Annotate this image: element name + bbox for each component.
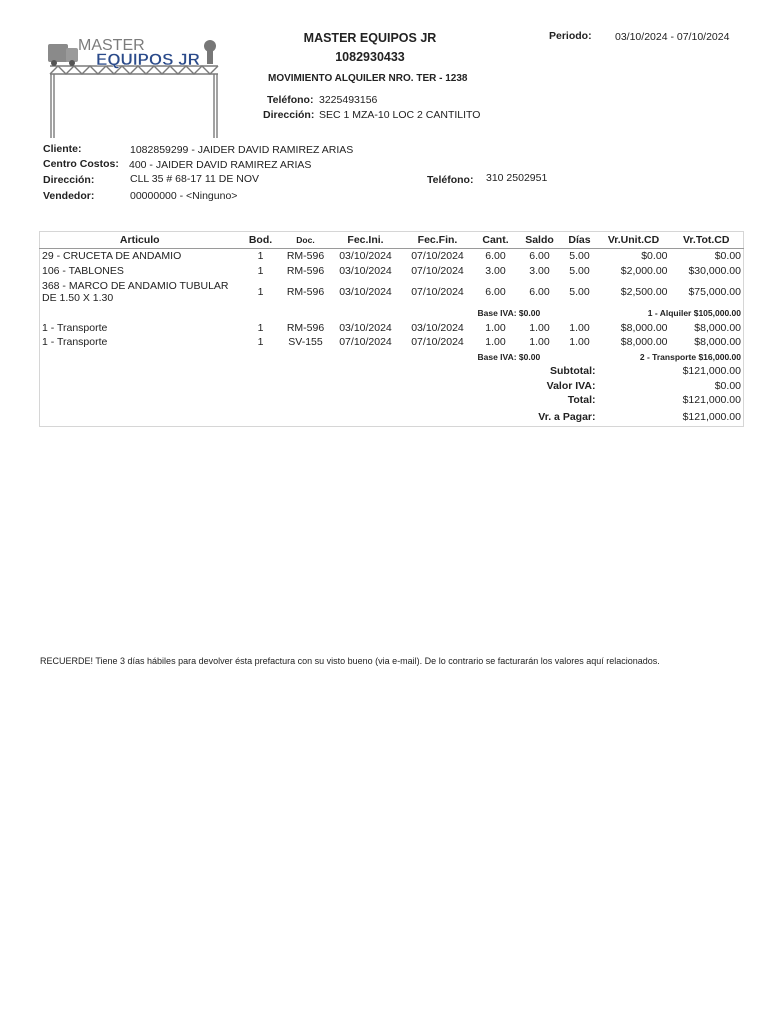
cell-days: 5.00: [569, 286, 590, 298]
subtotal-value: $121,000.00: [682, 365, 741, 378]
header-unit: Vr.Unit.CD: [598, 232, 670, 249]
client-address-label: Dirección:: [43, 174, 95, 186]
cell-balance: 1.00: [529, 321, 550, 334]
subtotal-row: [40, 364, 744, 379]
cell-bod: 1: [257, 286, 264, 298]
pay-row: [40, 408, 744, 427]
header-qty: Cant.: [474, 232, 518, 249]
client-phone-value: 310 2502951: [486, 172, 548, 184]
cell-start: 07/10/2024: [339, 336, 392, 349]
items-table: [39, 231, 744, 427]
cell-total: $30,000.00: [688, 264, 741, 277]
group1-base-iva: Base IVA: $0.00: [477, 308, 541, 319]
seller-value: 00000000 - <Ninguno>: [130, 190, 238, 202]
cell-start: 03/10/2024: [339, 250, 392, 263]
cell-start: 03/10/2024: [339, 286, 392, 298]
cell-bod: 1: [257, 264, 264, 277]
cell-bod: 1: [257, 321, 264, 334]
cell-qty: 1.00: [485, 336, 506, 349]
company-phone: 3225493156: [319, 94, 378, 106]
cell-days: 1.00: [569, 321, 590, 334]
client-address-value: CLL 35 # 68-17 11 DE NOV: [130, 173, 259, 185]
table-row: [40, 249, 744, 264]
cell-article-line1: 368 - MARCO DE ANDAMIO TUBULAR: [42, 280, 229, 292]
cell-total: $75,000.00: [688, 286, 741, 298]
company-logo: [44, 34, 224, 140]
group2-base-iva: Base IVA: $0.00: [477, 351, 541, 362]
cell-end: 07/10/2024: [411, 250, 464, 263]
cell-qty: 3.00: [485, 264, 506, 277]
cell-article: 1 - Transporte: [42, 336, 108, 349]
cell-qty: 1.00: [485, 321, 506, 334]
cell-article: 1 - Transporte: [42, 321, 108, 334]
reminder-note: RECUERDE! Tiene 3 días hábiles para devolver ésta prefactura con su visto bueno (via e-mail). De lo contrario se facturarán los valores aquí relacionados.: [40, 656, 660, 666]
cell-doc: RM-596: [286, 286, 325, 298]
cell-unit: $8,000.00: [620, 336, 668, 349]
period-label: Periodo:: [549, 30, 592, 42]
cell-total: $8,000.00: [694, 321, 741, 334]
cell-article: 29 - CRUCETA DE ANDAMIO: [42, 250, 182, 263]
table-row: [40, 278, 744, 306]
cell-end: 03/10/2024: [411, 321, 464, 334]
iva-row: [40, 379, 744, 394]
seller-label: Vendedor:: [43, 190, 95, 202]
company-name: MASTER EQUIPOS JR: [303, 31, 437, 45]
cell-start: 03/10/2024: [339, 321, 392, 334]
iva-value: $0.00: [714, 379, 741, 392]
total-value: $121,000.00: [682, 394, 741, 407]
cell-article: [40, 278, 240, 306]
cell-doc: RM-596: [286, 264, 325, 277]
cell-total: $8,000.00: [694, 336, 741, 349]
cell-unit: $8,000.00: [620, 321, 668, 334]
table-row: [40, 321, 744, 336]
movement-title: MOVIMIENTO ALQUILER NRO. TER - 1238: [268, 73, 468, 84]
cell-balance: 6.00: [529, 286, 550, 298]
cell-total: $0.00: [714, 250, 741, 263]
header-bod: Bod.: [240, 232, 282, 249]
cell-balance: 3.00: [529, 264, 550, 277]
cell-unit: $0.00: [641, 250, 668, 263]
group-summary-row: [40, 306, 744, 321]
header-doc: Doc.: [282, 232, 330, 249]
cell-balance: 6.00: [529, 250, 550, 263]
logo-line1: MASTER: [78, 37, 145, 54]
cell-doc: RM-596: [286, 250, 325, 263]
cell-balance: 1.00: [529, 336, 550, 349]
total-label: Total:: [567, 394, 596, 407]
cell-bod: 1: [257, 250, 264, 263]
cell-unit: $2,500.00: [620, 286, 668, 298]
cell-end: 07/10/2024: [411, 336, 464, 349]
header-total: Vr.Tot.CD: [670, 232, 744, 249]
table-row: [40, 264, 744, 279]
cell-qty: 6.00: [485, 250, 506, 263]
header-days: Días: [562, 232, 598, 249]
group2-total: 2 - Transporte $16,000.00: [639, 351, 741, 362]
cell-end: 07/10/2024: [411, 286, 464, 298]
cell-end: 07/10/2024: [411, 264, 464, 277]
header-start: Fec.Ini.: [330, 232, 402, 249]
client-value: 1082859299 - JAIDER DAVID RAMIREZ ARIAS: [130, 144, 354, 156]
cell-days: 1.00: [569, 336, 590, 349]
cell-days: 5.00: [569, 250, 590, 263]
group1-total: 1 - Alquiler $105,000.00: [647, 308, 741, 319]
company-address: SEC 1 MZA-10 LOC 2 CANTILITO: [319, 109, 481, 121]
logo-line2: EQUIPOS JR: [96, 50, 200, 69]
company-nit: 1082930433: [335, 50, 405, 64]
subtotal-label: Subtotal:: [550, 365, 596, 378]
table-header-row: [40, 232, 744, 249]
cell-doc: SV-155: [288, 336, 323, 349]
table-row: [40, 335, 744, 350]
cost-center-label: Centro Costos:: [43, 158, 119, 170]
cell-start: 03/10/2024: [339, 264, 392, 277]
total-row: [40, 393, 744, 408]
cell-article-line2: DE 1.50 X 1.30: [42, 292, 114, 304]
cell-days: 5.00: [569, 264, 590, 277]
pay-label: Vr. a Pagar:: [538, 410, 596, 423]
iva-label: Valor IVA:: [546, 379, 596, 392]
cell-article: 106 - TABLONES: [42, 264, 124, 277]
header-balance: Saldo: [518, 232, 562, 249]
client-label: Cliente:: [43, 143, 82, 155]
cell-bod: 1: [257, 336, 264, 349]
cell-doc: RM-596: [286, 321, 325, 334]
cell-qty: 6.00: [485, 286, 506, 298]
header-end: Fec.Fin.: [402, 232, 474, 249]
company-address-label: Dirección:: [263, 109, 315, 121]
cost-center-value: 400 - JAIDER DAVID RAMIREZ ARIAS: [129, 159, 312, 171]
pay-value: $121,000.00: [682, 410, 741, 423]
period-value: 03/10/2024 - 07/10/2024: [615, 31, 730, 43]
client-phone-label: Teléfono:: [427, 174, 474, 186]
header-article: Articulo: [40, 232, 240, 249]
group-summary-row: [40, 350, 744, 365]
cell-unit: $2,000.00: [620, 264, 668, 277]
company-phone-label: Teléfono:: [267, 94, 314, 106]
